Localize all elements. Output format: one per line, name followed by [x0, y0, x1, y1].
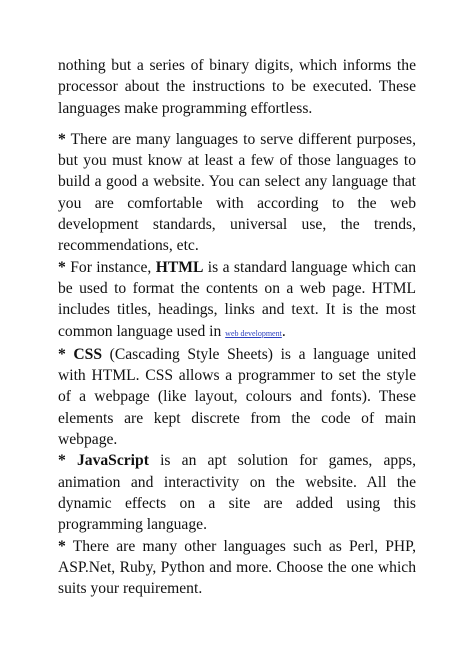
many-languages-paragraph: [58, 129, 416, 257]
bullet-marker: *: [58, 537, 66, 555]
bullet-marker: *: [58, 258, 66, 276]
javascript-term: JavaScript: [76, 452, 149, 470]
css-term: CSS: [73, 345, 103, 363]
bullet-marker: *: [58, 345, 66, 363]
intro-paragraph: [58, 55, 416, 119]
css-paragraph: [58, 344, 416, 450]
document-body: [58, 55, 416, 599]
javascript-paragraph: [58, 450, 416, 535]
bullet-marker: *: [58, 452, 66, 470]
other-languages-text: There are many other languages such as Perl, PHP, ASP.Net, Ruby, Python and more. Choose the one which suits your requirement.: [58, 537, 416, 598]
javascript-text: is an apt solution for games, apps, animation and interactivity on the website. All the dynamic effects on a site are added using this programming language.: [58, 452, 416, 534]
css-text: (Cascading Style Sheets) is a language united with HTML. CSS allows a programmer to set the style of a webpage (like layout, colours and fonts). These elements are kept discrete from the code of main webpage.: [58, 345, 417, 449]
many-languages-text: There are many languages to serve different purposes, but you must know at least a few of those languages to build a good a website. You can select any language that you are comfortable with according to the web development standards, universal use, the trends, recommendations, etc.: [58, 130, 416, 255]
bullet-marker: *: [58, 130, 66, 148]
other-languages-paragraph: [58, 536, 416, 600]
html-term: HTML: [155, 258, 204, 276]
html-paragraph: [58, 257, 416, 344]
html-text-before: For instance,: [70, 258, 156, 276]
html-text-end: .: [281, 322, 286, 340]
web-development-link[interactable]: web development: [225, 328, 282, 338]
html-text-after: is a standard language which can be used to format the contents on a web page. HTML includes titles, headings, links and text. It is the most common language used in: [58, 258, 417, 340]
intro-text: nothing but a series of binary digits, which informs the processor about the instructions to be executed. These languages make programming effortless.: [58, 57, 416, 117]
